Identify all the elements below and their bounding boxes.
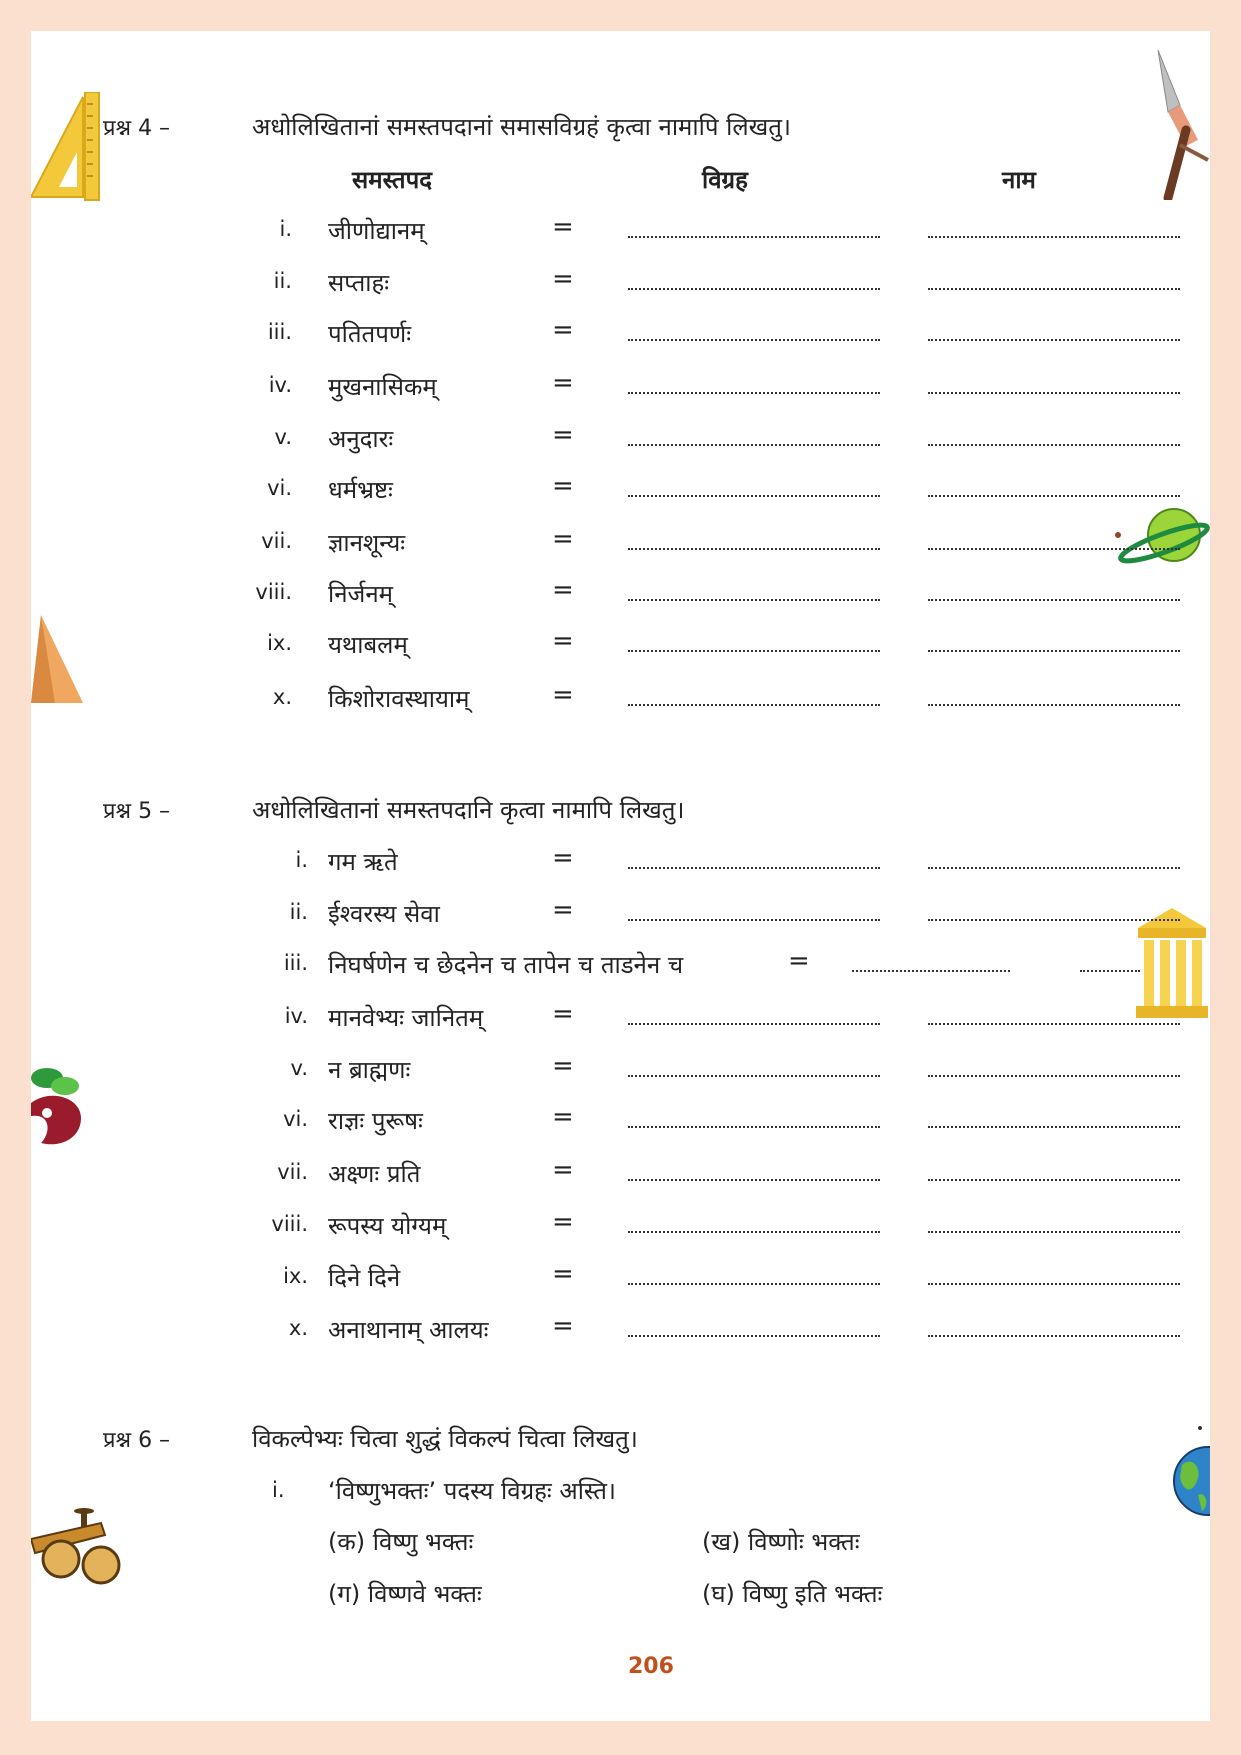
vigraha-answer-line	[628, 339, 880, 341]
equals-sign: =	[552, 1259, 574, 1289]
vigraha-answer-line	[628, 288, 880, 290]
naam-answer-line	[1080, 970, 1140, 972]
equals-sign: =	[552, 1102, 574, 1132]
q6-label: प्रश्न 6 –	[103, 1428, 171, 1453]
equals-sign: =	[552, 1051, 574, 1081]
phrase-term: न ब्राह्मणः	[328, 1056, 411, 1084]
vigraha-answer-line	[628, 444, 880, 446]
equals-sign: =	[552, 626, 574, 656]
row-number: x.	[272, 685, 292, 709]
knife-icon	[1150, 50, 1210, 200]
samasta-answer-line	[628, 1231, 880, 1233]
pyramid-icon	[31, 615, 87, 705]
samastapada-term: मुखनासिकम्	[328, 373, 437, 401]
fruit-icon	[31, 1058, 87, 1158]
equals-sign: =	[788, 946, 810, 976]
naam-answer-line	[928, 392, 1180, 394]
equals-sign: =	[552, 524, 574, 554]
row-number: viii.	[271, 1212, 308, 1236]
phrase-term: राज्ञः पुरूषः	[328, 1107, 423, 1135]
samasta-answer-line	[852, 970, 1010, 972]
naam-answer-line	[928, 1075, 1180, 1077]
planet-icon	[1112, 505, 1210, 571]
equals-sign: =	[552, 471, 574, 501]
row-number: i.	[295, 848, 308, 872]
samastapada-term: सप्ताहः	[328, 269, 390, 297]
q6-sub-number: i.	[272, 1478, 285, 1502]
phrase-term: गम ऋते	[328, 848, 398, 876]
naam-answer-line	[928, 919, 1180, 921]
equals-sign: =	[552, 999, 574, 1029]
naam-answer-line	[928, 1231, 1180, 1233]
pillar-icon	[1132, 908, 1210, 1020]
row-number: ix.	[283, 1264, 308, 1288]
phrase-term: ईश्वरस्य सेवा	[328, 900, 440, 928]
q5-instruction: अधोलिखितानां समस्तपदानि कृत्वा नामापि लिखतु।	[252, 796, 685, 824]
samasta-answer-line	[628, 867, 880, 869]
header-vigraha: विग्रह	[702, 166, 748, 194]
naam-answer-line	[928, 339, 1180, 341]
naam-answer-line	[928, 495, 1180, 497]
naam-answer-line	[928, 1126, 1180, 1128]
naam-answer-line	[928, 599, 1180, 601]
naam-answer-line	[928, 444, 1180, 446]
samasta-answer-line	[628, 1179, 880, 1181]
equals-sign: =	[552, 264, 574, 294]
naam-answer-line	[928, 236, 1180, 238]
row-number: iii.	[283, 951, 308, 975]
q4-label: प्रश्न 4 –	[103, 116, 171, 141]
q6-option-gha: (घ) विष्णु इति भक्तः	[702, 1580, 883, 1608]
vigraha-answer-line	[628, 599, 880, 601]
cannon-icon	[31, 1505, 125, 1587]
row-number: ix.	[267, 631, 292, 655]
q6-option-ga: (ग) विष्णवे भक्तः	[328, 1580, 482, 1608]
q6-option-ka: (क) विष्णु भक्तः	[328, 1528, 474, 1556]
q5-label: प्रश्न 5 –	[103, 799, 171, 824]
samastapada-term: किशोरावस्थायाम्	[328, 685, 470, 713]
vigraha-answer-line	[628, 650, 880, 652]
equals-sign: =	[552, 212, 574, 242]
equals-sign: =	[552, 1155, 574, 1185]
row-number: iv.	[268, 373, 292, 397]
equals-sign: =	[552, 315, 574, 345]
samasta-answer-line	[628, 1335, 880, 1337]
samasta-answer-line	[628, 919, 880, 921]
naam-answer-line	[928, 867, 1180, 869]
phrase-term: अनाथानाम् आलयः	[328, 1316, 489, 1344]
vigraha-answer-line	[628, 495, 880, 497]
samastapada-term: पतितपर्णः	[328, 320, 412, 348]
row-number: ii.	[289, 900, 308, 924]
phrase-term: रूपस्य योग्यम्	[328, 1212, 447, 1240]
samasta-answer-line	[628, 1023, 880, 1025]
equals-sign: =	[552, 420, 574, 450]
row-number: v.	[274, 425, 292, 449]
equals-sign: =	[552, 895, 574, 925]
samastapada-term: धर्मभ्रष्टः	[328, 476, 393, 504]
q6-sub-question: ‘विष्णुभक्तः’ पदस्य विग्रहः अस्ति।	[328, 1477, 617, 1505]
q6-instruction: विकल्पेभ्यः चित्वा शुद्धं विकल्पं चित्वा लिखतु।	[252, 1425, 638, 1453]
phrase-term: निघर्षणेन च छेदनेन च तापेन च ताडनेन च	[328, 951, 684, 979]
equals-sign: =	[552, 1207, 574, 1237]
row-number: vii.	[261, 529, 292, 553]
vigraha-answer-line	[628, 704, 880, 706]
naam-answer-line	[928, 1179, 1180, 1181]
equals-sign: =	[552, 843, 574, 873]
equals-sign: =	[552, 368, 574, 398]
row-number: ii.	[273, 269, 292, 293]
row-number: vii.	[277, 1160, 308, 1184]
samastapada-term: यथाबलम्	[328, 631, 408, 659]
globe-icon	[1168, 1425, 1210, 1525]
row-number: x.	[288, 1316, 308, 1340]
samastapada-term: अनुदारः	[328, 425, 394, 453]
naam-answer-line	[928, 704, 1180, 706]
samasta-answer-line	[628, 1126, 880, 1128]
row-number: vi.	[283, 1107, 308, 1131]
naam-answer-line	[928, 548, 1180, 550]
vigraha-answer-line	[628, 392, 880, 394]
phrase-term: दिने दिने	[328, 1264, 401, 1292]
naam-answer-line	[928, 1335, 1180, 1337]
row-number: viii.	[255, 580, 292, 604]
naam-answer-line	[928, 288, 1180, 290]
q4-instruction: अधोलिखितानां समस्तपदानां समासविग्रहं कृत्वा नामापि लिखतु।	[252, 113, 791, 141]
header-samastapada: समस्तपद	[352, 166, 432, 194]
samasta-answer-line	[628, 1283, 880, 1285]
q6-option-kha: (ख) विष्णोः भक्तः	[702, 1528, 860, 1556]
samastapada-term: जीणोद्यानम्	[328, 217, 425, 245]
row-number: iv.	[284, 1004, 308, 1028]
equals-sign: =	[552, 1311, 574, 1341]
samastapada-term: ज्ञानशून्यः	[328, 529, 406, 557]
naam-answer-line	[928, 1283, 1180, 1285]
row-number: iii.	[267, 320, 292, 344]
vigraha-answer-line	[628, 548, 880, 550]
page-number: 206	[628, 1654, 674, 1679]
equals-sign: =	[552, 575, 574, 605]
header-naam: नाम	[1002, 166, 1036, 194]
naam-answer-line	[928, 1023, 1180, 1025]
samastapada-term: निर्जनम्	[328, 580, 394, 608]
naam-answer-line	[928, 650, 1180, 652]
worksheet-page	[31, 31, 1210, 1721]
vigraha-answer-line	[628, 236, 880, 238]
equals-sign: =	[552, 680, 574, 710]
row-number: vi.	[267, 476, 292, 500]
phrase-term: अक्ष्णः प्रति	[328, 1160, 421, 1188]
ruler-icon	[31, 92, 101, 202]
row-number: v.	[290, 1056, 308, 1080]
phrase-term: मानवेभ्यः जानितम्	[328, 1004, 484, 1032]
row-number: i.	[279, 217, 292, 241]
samasta-answer-line	[628, 1075, 880, 1077]
